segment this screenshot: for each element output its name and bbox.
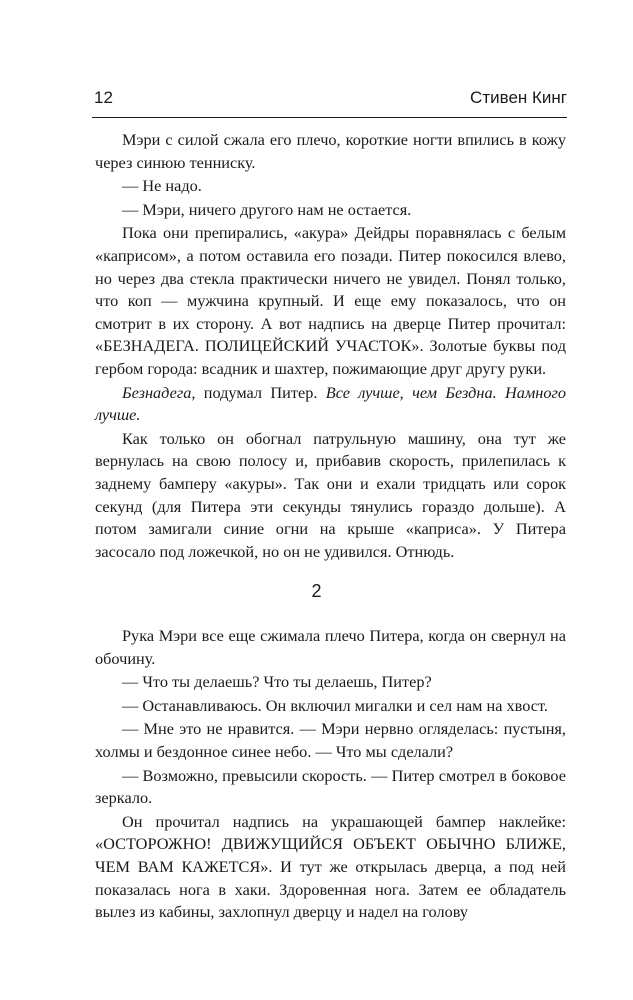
paragraph: Как только он обогнал патрульную машину, она тут же вернулась на свою полосу и, прибавив скорость, прилепилась к заднему бамперу «акуры». Так они и ехали тридцать или сорок секунд (для Питера эти секунды тянулись гораздо дольше). А потом замигали синие огни на крыше «каприса». У Питера засосало под ложечкой, но он не удивился. Отнюдь. xyxy=(95,428,566,561)
running-title: Стивен Кинг xyxy=(470,88,567,107)
dialogue-line: — Возможно, превысили скорость. — Питер смотрел в боковое зеркало. xyxy=(95,765,566,808)
dialogue-line: — Что ты делаешь? Что ты делаешь, Питер? xyxy=(122,672,432,692)
italic-thought: Безнадега, xyxy=(122,382,196,402)
page-number: 12 xyxy=(94,88,113,107)
paragraph-thought xyxy=(95,382,566,427)
paragraph: Мэри с силой сжала его плечо, короткие ногти впились в кожу через синюю тенниску. xyxy=(95,130,566,172)
dialogue-line: — Останавливаюсь. Он включил мигалки и сел нам на хвост. xyxy=(122,695,548,715)
dialogue-line: — Не надо. xyxy=(122,176,202,196)
running-header xyxy=(92,88,567,114)
narration: подумал Питер. xyxy=(195,382,326,402)
section-1-text xyxy=(95,129,566,563)
chapter-section-heading: 2 xyxy=(311,581,322,601)
section-2-text xyxy=(95,625,566,924)
header-rule xyxy=(92,117,567,118)
paragraph: Он прочитал надпись на украшающей бампер наклейке: «ОСТОРОЖНО! ДВИЖУЩИЙСЯ ОБЪЕКТ ОБЫЧНО БЛИЖЕ, ЧЕМ ВАМ КАЖЕТСЯ». И тут же открылась дверца, а под ней показалась нога в хаки. Здоровенная нога. Затем ее обладатель вылез из кабины, захлопнул дверцу и надел на голову xyxy=(95,811,566,922)
paragraph: Пока они препирались, «акура» Дейдры поравнялась с белым «каприсом», а потом оставила его позади. Питер покосился влево, но через два стекла практически ничего не увидел. Понял только, что коп — мужчина крупный. И еще ему показалось, что он смотрит в их сторону. А вот надпись на дверце Питер прочитал: «БЕЗНАДЕГА. ПОЛИЦЕЙСКИЙ УЧАСТОК». Золотые буквы под гербом города: всадник и шахтер, пожимающие друг другу руки. xyxy=(95,223,566,378)
italic-thought: Все лучше, чем Бездна. Намного лучше. xyxy=(95,382,567,425)
paragraph: Рука Мэри все еще сжимала плечо Питера, когда он свернул на обочину. xyxy=(95,626,566,668)
dialogue-line: — Мэри, ничего другого нам не остается. xyxy=(122,199,412,219)
dialogue-line: — Мне это не нравится. — Мэри нервно огляделась: пустыня, холмы и бездонное синее небо. — Что мы сделали? xyxy=(95,719,566,761)
